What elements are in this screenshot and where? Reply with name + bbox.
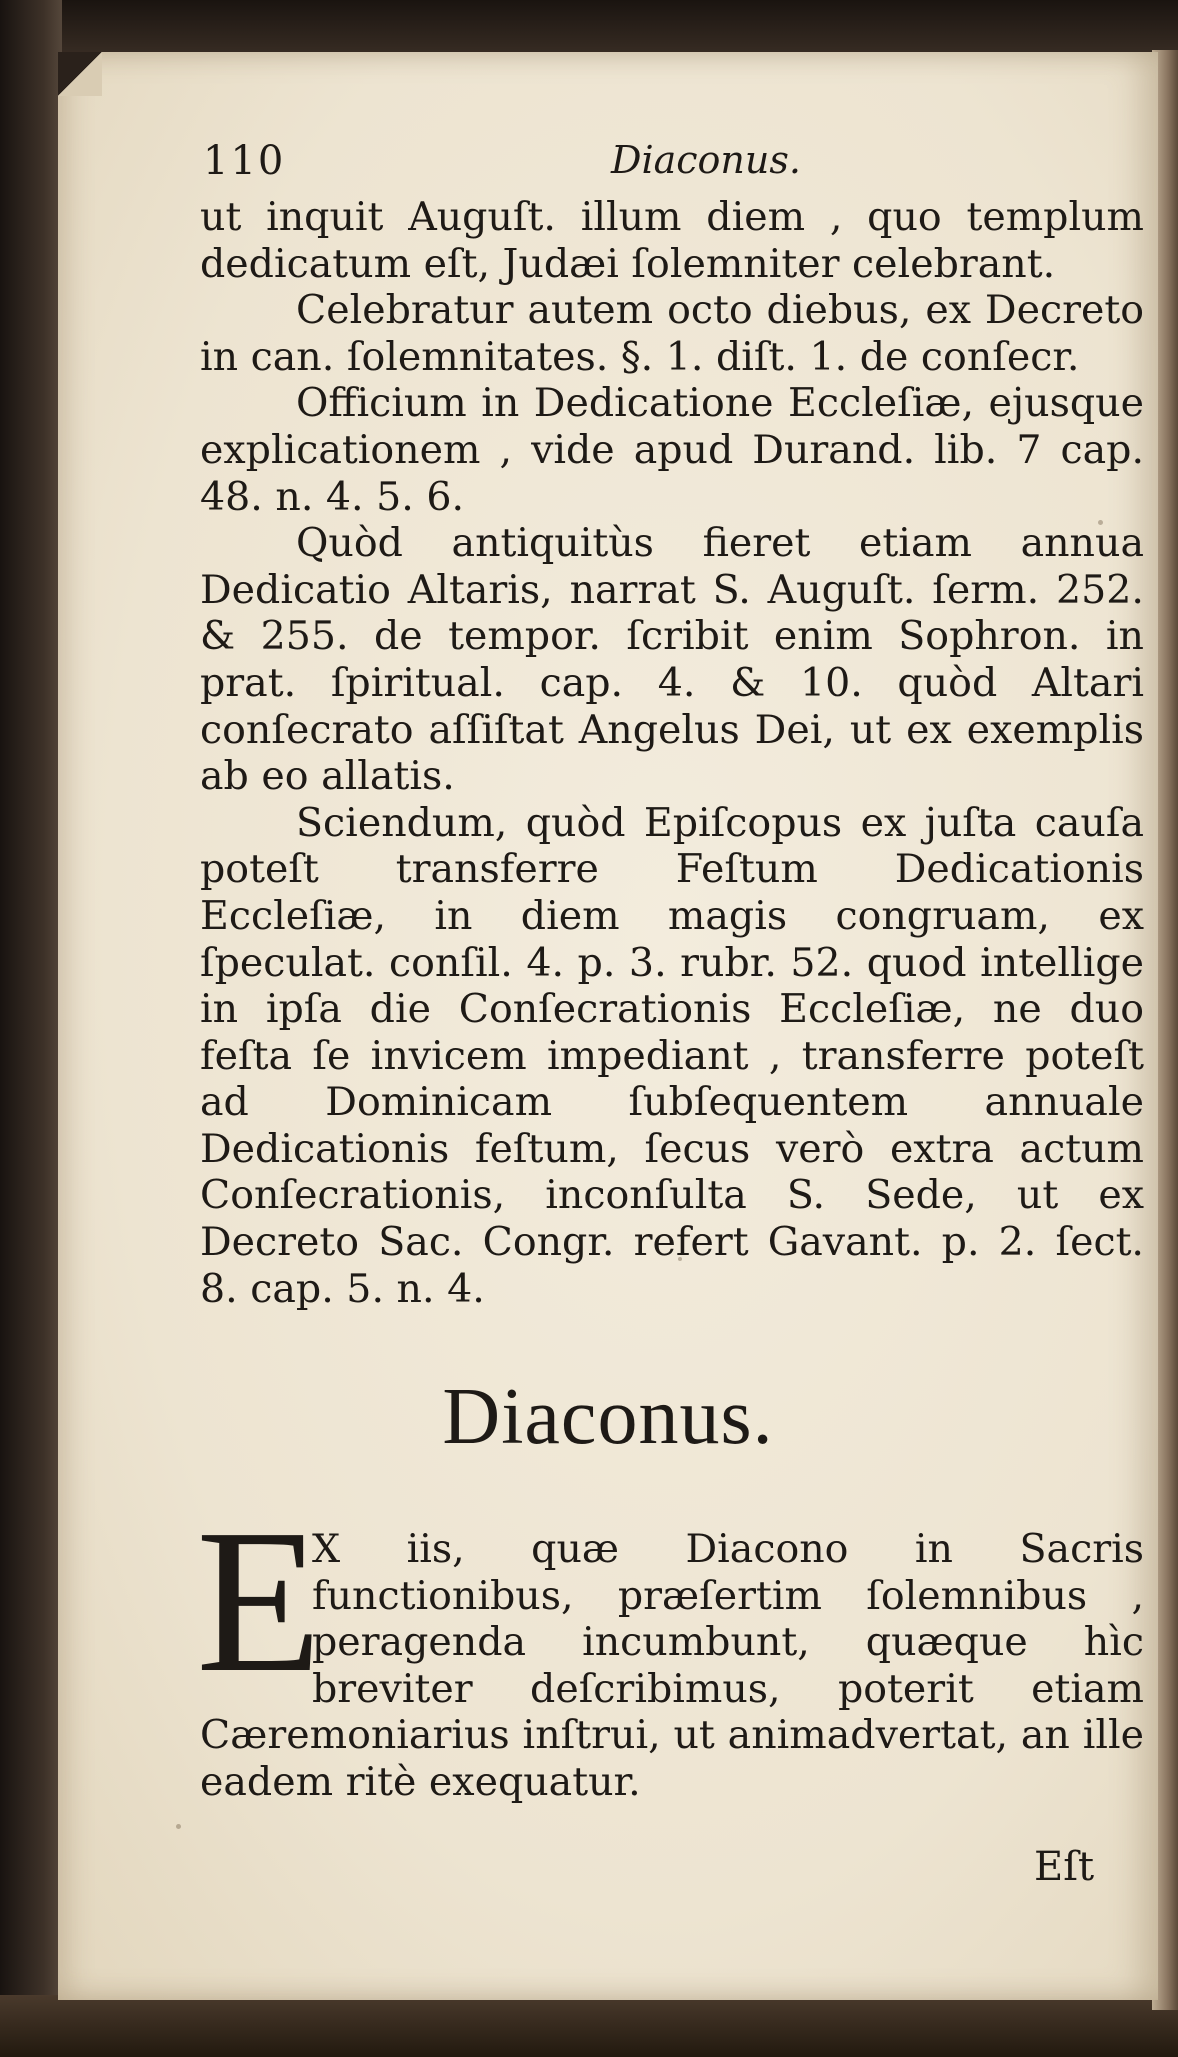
body-text — [200, 194, 1144, 1312]
catchword: Eſt — [1034, 1844, 1095, 1890]
book-binding-top — [0, 0, 1178, 60]
folded-corner — [58, 52, 102, 96]
drop-initial-letter: E — [196, 1486, 322, 1715]
paragraph-continuation: ut inquit Auguſt. illum diem , quo templum dedicatum eſt, Judæi ſolemniter celebrant. — [200, 194, 1144, 287]
section-first-paragraph-text: X iis, quæ Diacono in Sacris functionibus, præſertim ſolemnibus , peragenda incumbunt, quæque hìc breviter deſcribimus, poterit etiam Cæremoniarius inſtrui, ut animadvertat, an ille eadem ritè exequatur. — [200, 1526, 1144, 1805]
book-binding-left — [0, 0, 62, 2057]
book-page — [58, 52, 1158, 2000]
paragraph-octave: Celebratur autem octo diebus, ex Decreto in can. ſolemnitates. §. 1. diſt. 1. de conſecr. — [200, 287, 1144, 380]
paper-speck — [1098, 520, 1103, 525]
book-binding-bottom — [0, 1995, 1178, 2057]
section-first-paragraph — [200, 1526, 1144, 1806]
paragraph-altar-dedication: Quòd antiquitùs fieret etiam annua Dedicatio Altaris, narrat S. Auguſt. ſerm. 252. & 255. de tempor. ſcribit enim Sophron. in prat. ſpiritual. cap. 4. & 10. quòd Altari conſecrato aſſiſtat Angelus Dei, ut ex exemplis ab eo allatis. — [200, 520, 1144, 800]
paragraph-transfer-feast: Sciendum, quòd Epiſcopus ex juſta cauſa poteſt transferre Feſtum Dedicationis Eccleſiæ, in diem magis congruam, ex ſpeculat. conſil. 4. p. 3. rubr. 52. quod intellige in ipſa die Conſecrationis Eccleſiæ, ne duo feſta ſe invicem impediant , transferre poteſt ad Dominicam ſubſequentem annuale Dedicationis feſtum, ſecus verò extra actum Conſecrationis, inconſulta S. Sede, ut ex Decreto Sac. Congr. refert Gavant. p. 2. ſect. 8. cap. 5. n. 4. — [200, 799, 1144, 1312]
section-heading: Diaconus. — [442, 1373, 774, 1461]
running-title: Diaconus. — [611, 138, 801, 182]
running-head — [203, 138, 1153, 198]
page-number: 110 — [203, 138, 286, 184]
paper-speck — [678, 1257, 682, 1261]
paper-speck — [176, 1824, 181, 1829]
paragraph-officium: Officium in Dedicatione Eccleſiæ, ejusque explicationem , vide apud Durand. lib. 7 cap. 48. n. 4. 5. 6. — [200, 380, 1144, 520]
